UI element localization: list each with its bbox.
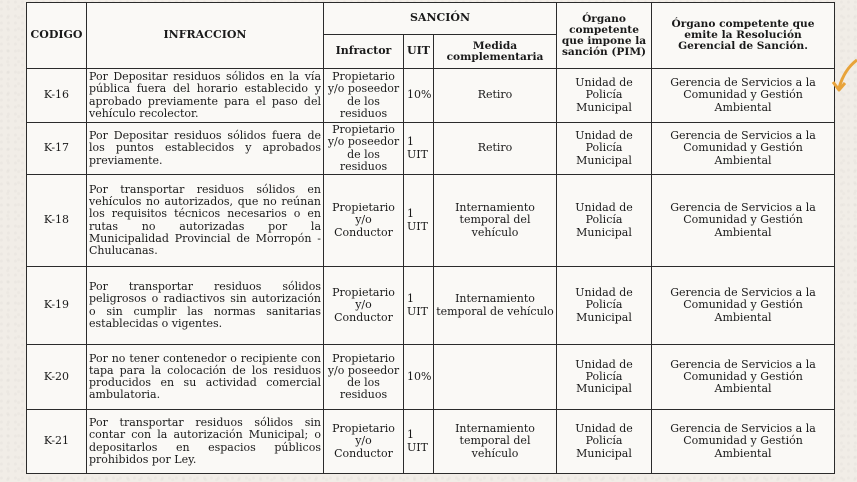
cell-organo-emite: Gerencia de Servicios a la Comunidad y Gestión Ambiental: [652, 410, 835, 474]
cell-medida: Retiro: [434, 69, 557, 123]
cell-organo-impone: Unidad de Policía Municipal: [557, 267, 652, 345]
cell-organo-impone: Unidad de Policía Municipal: [557, 175, 652, 267]
cell-codigo: K-21: [27, 410, 87, 474]
cell-infraccion: Por transportar residuos sólidos peligrosos o radiactivos sin autorización o sin cumplir las normas sanitarias establecidas o vigentes.: [87, 267, 324, 345]
cell-medida: Internamiento temporal del vehículo: [434, 410, 557, 474]
cell-organo-impone: Unidad de Policía Municipal: [557, 410, 652, 474]
cell-organo-emite: Gerencia de Servicios a la Comunidad y Gestión Ambiental: [652, 267, 835, 345]
cell-infractor: Propietario y/o poseedor de los residuos: [324, 69, 404, 123]
cell-organo-impone: Unidad de Policía Municipal: [557, 123, 652, 175]
cell-organo-emite: Gerencia de Servicios a la Comunidad y Gestión Ambiental: [652, 345, 835, 410]
cell-codigo: K-16: [27, 69, 87, 123]
table-row: [27, 345, 835, 410]
header-codigo: CODIGO: [27, 3, 87, 69]
cell-organo-impone: Unidad de Policía Municipal: [557, 345, 652, 410]
cell-infractor: Propietario y/o poseedor de los residuos: [324, 345, 404, 410]
cell-codigo: K-17: [27, 123, 87, 175]
cell-infractor: Propietario y/o poseedor de los residuos: [324, 123, 404, 175]
arrow-decoration-icon: [831, 58, 857, 94]
infractions-table: [26, 2, 835, 474]
table-row: [27, 410, 835, 474]
cell-infractor: Propietario y/o Conductor: [324, 267, 404, 345]
cell-organo-emite: Gerencia de Servicios a la Comunidad y Gestión Ambiental: [652, 69, 835, 123]
cell-medida: Retiro: [434, 123, 557, 175]
cell-organo-impone: Unidad de Policía Municipal: [557, 69, 652, 123]
cell-uit: 1 UIT: [404, 123, 434, 175]
header-infraccion: INFRACCION: [87, 3, 324, 69]
header-medida: Medida complementaria: [434, 35, 557, 69]
header-organo-impone: Órgano competente que impone la sanción (PIM): [557, 3, 652, 69]
cell-infraccion: Por no tener contenedor o recipiente con tapa para la colocación de los residuos producidos en su actividad comercial ambulatoria.: [87, 345, 324, 410]
cell-infraccion: Por Depositar residuos sólidos en la vía pública fuera del horario establecido y aprobado previamente para el paso del vehículo recolector.: [87, 69, 324, 123]
cell-codigo: K-18: [27, 175, 87, 267]
table-row: [27, 69, 835, 123]
cell-infractor: Propietario y/o Conductor: [324, 175, 404, 267]
cell-infractor: Propietario y/o Conductor: [324, 410, 404, 474]
cell-organo-emite: Gerencia de Servicios a la Comunidad y Gestión Ambiental: [652, 123, 835, 175]
header-uit: UIT: [404, 35, 434, 69]
header-organo-emite: Órgano competente que emite la Resolución Gerencial de Sanción.: [652, 3, 835, 69]
cell-uit: 1 UIT: [404, 267, 434, 345]
cell-uit: 10%: [404, 69, 434, 123]
cell-medida: [434, 345, 557, 410]
cell-uit: 1 UIT: [404, 175, 434, 267]
cell-infraccion: Por transportar residuos sólidos sin contar con la autorización Municipal; o depositarlos en espacios públicos prohibidos por Ley.: [87, 410, 324, 474]
cell-codigo: K-19: [27, 267, 87, 345]
cell-infraccion: Por transportar residuos sólidos en vehículos no autorizados, que no reúnan los requisitos técnicos necesarios o en rutas no autorizadas por la Municipalidad Provincial de Morropón - Chulucanas.: [87, 175, 324, 267]
table-row: [27, 175, 835, 267]
cell-infraccion: Por Depositar residuos sólidos fuera de los puntos establecidos y aprobados previamente.: [87, 123, 324, 175]
cell-uit: 1 UIT: [404, 410, 434, 474]
cell-medida: Internamiento temporal de vehículo: [434, 267, 557, 345]
header-sancion: SANCIÓN: [324, 3, 557, 35]
table-row: [27, 267, 835, 345]
cell-codigo: K-20: [27, 345, 87, 410]
header-infractor: Infractor: [324, 35, 404, 69]
header-row-1: [27, 3, 835, 35]
cell-organo-emite: Gerencia de Servicios a la Comunidad y Gestión Ambiental: [652, 175, 835, 267]
cell-medida: Internamiento temporal del vehículo: [434, 175, 557, 267]
cell-uit: 10%: [404, 345, 434, 410]
table-row: [27, 123, 835, 175]
